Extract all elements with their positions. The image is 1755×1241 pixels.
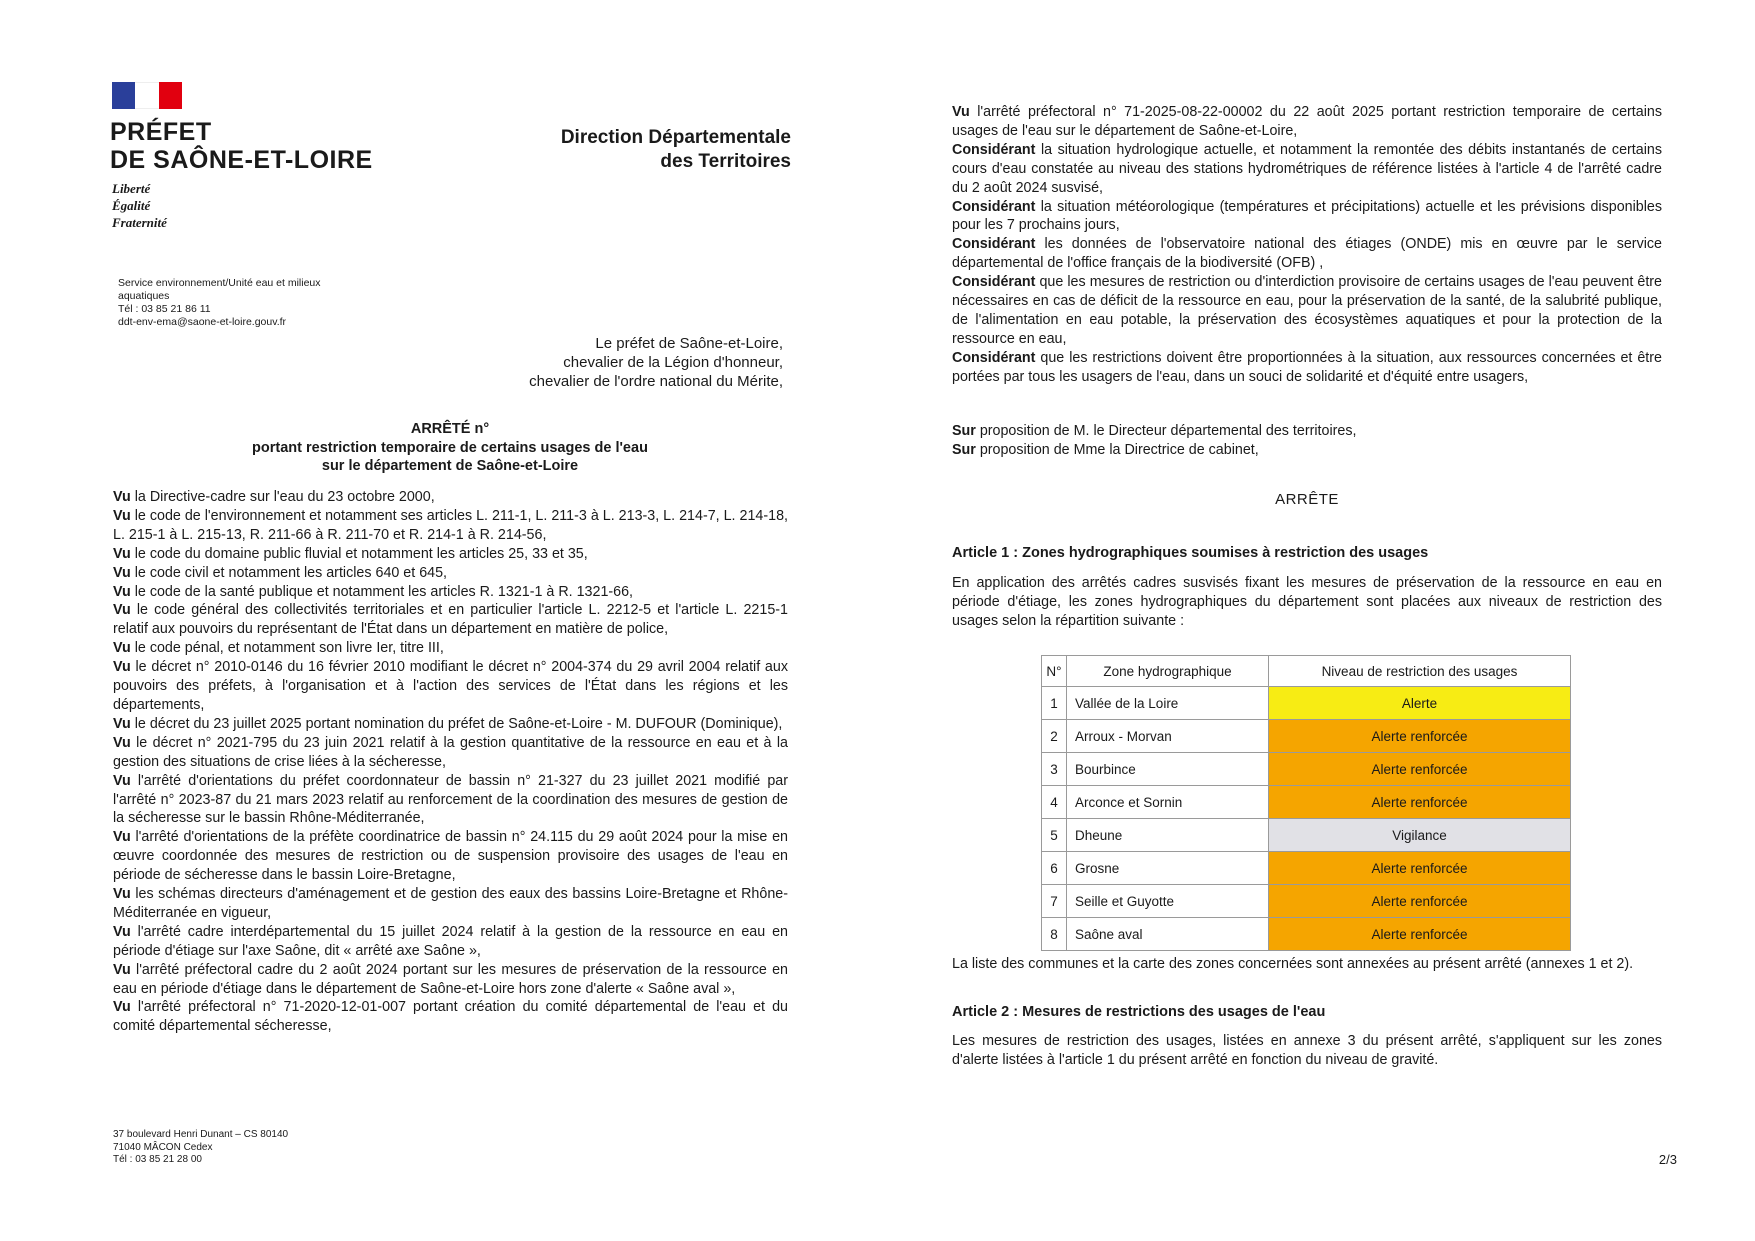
paragraph-keyword: Vu xyxy=(113,659,131,676)
annexes-note: La liste des communes et la carte des zones concernées sont annexées au présent arrêté (annexes 1 et 2). xyxy=(952,956,1634,972)
paragraph xyxy=(113,488,788,507)
paragraph xyxy=(113,923,788,961)
paragraph xyxy=(113,998,788,1036)
paragraph-text: le code général des collectivités territoriales et en particulier l'article L. 2212-5 et l'article L. 2215-1 relatif aux pouvoirs du représentant de l'État dans un département en matière de police, xyxy=(113,602,788,638)
paragraph xyxy=(952,422,1662,441)
paragraph-text: le code de la santé publique et notamment les articles R. 1321-1 à R. 1321-66, xyxy=(130,583,634,600)
paragraph xyxy=(113,545,788,564)
paragraph-keyword: Vu xyxy=(113,772,131,789)
service-email: ddt-env-ema@saone-et-loire.gouv.fr xyxy=(118,316,287,328)
paragraph xyxy=(952,141,1662,198)
table-row xyxy=(1042,852,1571,885)
cell-niveau: Alerte renforcée xyxy=(1269,720,1571,753)
paragraph-text: le décret du 23 juillet 2025 portant nomination du préfet de Saône-et-Loire - M. DUFOUR (Dominique), xyxy=(130,715,783,732)
paragraph xyxy=(113,658,788,715)
cell-number: 8 xyxy=(1042,918,1067,951)
paragraph-text: le code de l'environnement et notamment ses articles L. 211-1, L. 211-3 à L. 213-3, L. 214-7, L. 214-18, L. 215-1 à L. 215-13, R. 211-66 à R. 211-70 et R. 214-1 à R. 214-56, xyxy=(113,507,788,543)
table-row xyxy=(1042,885,1571,918)
service-contact xyxy=(118,277,378,329)
article-1-text: En application des arrêtés cadres susvisés fixant les mesures de préservation de la ressource en eau en période d'étiage, les zones hydrographiques du département sont placées aux niveaux de restriction des usages selon la répartition suivante : xyxy=(952,575,1662,629)
cell-niveau: Alerte renforcée xyxy=(1269,786,1571,819)
devise-liberte: Liberté xyxy=(112,181,151,196)
cell-zone: Bourbince xyxy=(1067,753,1269,786)
cell-zone: Seille et Guyotte xyxy=(1067,885,1269,918)
cell-niveau: Alerte renforcée xyxy=(1269,852,1571,885)
paragraph-text: le code pénal, et notamment son livre Ier, titre III, xyxy=(130,640,444,657)
cell-number: 2 xyxy=(1042,720,1067,753)
arrete-subject: sur le département de Saône-et-Loire xyxy=(321,458,579,474)
prefet-title xyxy=(110,118,373,174)
header-niveau: Niveau de restriction des usages xyxy=(1269,656,1571,687)
ddt-heading xyxy=(561,126,791,174)
paragraph-keyword: Vu xyxy=(113,545,131,562)
paragraph-text: les schémas directeurs d'aménagement et de gestion des eaux des bassins Loire-Bretagne et Rhône-Méditerranée en vigueur, xyxy=(113,886,788,921)
visas-list xyxy=(113,488,788,1036)
paragraph-keyword: Vu xyxy=(113,507,131,524)
paragraph xyxy=(113,601,788,639)
paragraph-keyword: Considérant xyxy=(952,349,1036,366)
paragraph xyxy=(952,349,1662,387)
service-line: aquatiques xyxy=(118,290,170,302)
paragraph-text: le code du domaine public fluvial et notamment les articles 25, 33 et 35, xyxy=(130,545,588,562)
paragraph xyxy=(113,828,788,885)
table-row xyxy=(1042,786,1571,819)
paragraph-text: l'arrêté cadre interdépartemental du 15 juillet 2024 relatif à la gestion de la ressource en eau en période d'étiage sur l'axe Saône, dit « arrêté axe Saône », xyxy=(113,923,788,959)
cell-number: 3 xyxy=(1042,753,1067,786)
paragraph-text: le décret n° 2021-795 du 23 juin 2021 relatif à la gestion quantitative de la ressource en eau et à la gestion des situations de crise liées à la sécheresse, xyxy=(113,734,788,770)
paragraph-keyword: Sur xyxy=(952,423,976,439)
paragraph xyxy=(113,507,788,545)
paragraph-text: que les mesures de restriction ou d'interdiction provisoire de certains usages de l'eau peuvent être nécessaires en cas de déficit de la ressource en eau, pour la préservation de la santé, de la salubrité publique, de l'alimentation en eau potable, la préservation des écosystèmes aquatiques et pour la protection de la ressource en eau, xyxy=(952,274,1662,347)
cell-number: 1 xyxy=(1042,687,1067,720)
paragraph-text: l'arrêté préfectoral cadre du 2 août 2024 portant sur les mesures de préservation de la ressource en eau en période d'étiage dans le département de Saône-et-Loire hors zone d'alerte « Saône aval », xyxy=(113,961,788,997)
cell-niveau: Alerte renforcée xyxy=(1269,885,1571,918)
ddt-line-2: des Territoires xyxy=(660,151,791,172)
footer-phone: Tél : 03 85 21 28 00 xyxy=(113,1154,202,1165)
paragraph-text: le décret n° 2010-0146 du 16 février 2010 modifiant le décret n° 2004-374 du 29 avril 2004 relatif aux pouvoirs des préfets, à l'organisation et à l'action des services de l'État dans les régions et les départements, xyxy=(113,659,788,713)
devise-egalite: Égalité xyxy=(112,198,151,213)
cell-number: 4 xyxy=(1042,786,1067,819)
paragraph-keyword: Considérant xyxy=(952,198,1036,215)
table-row xyxy=(1042,819,1571,852)
paragraph xyxy=(952,235,1662,273)
cell-number: 7 xyxy=(1042,885,1067,918)
paragraph xyxy=(952,103,1662,141)
paragraph-keyword: Considérant xyxy=(952,141,1036,158)
paragraph-text: l'arrêté préfectoral n° 71-2020-12-01-007 portant création du comité départemental de l'eau et du comité départemental sécheresse, xyxy=(113,999,788,1035)
paragraph-keyword: Vu xyxy=(113,640,131,657)
cell-number: 6 xyxy=(1042,852,1067,885)
table-row xyxy=(1042,687,1571,720)
address-footer xyxy=(113,1129,288,1167)
cell-zone: Arroux - Morvan xyxy=(1067,720,1269,753)
paragraph-text: proposition de M. le Directeur départemental des territoires, xyxy=(975,423,1357,439)
paragraph xyxy=(113,639,788,658)
service-line: Service environnement/Unité eau et milieux xyxy=(118,277,321,289)
paragraph xyxy=(113,564,788,583)
paragraph-text: l'arrêté d'orientations du préfet coordonnateur de bassin n° 21-327 du 23 juillet 2021 modifié par l'arrêté n° 2023-87 du 21 mars 2023 relatif au renforcement de la coordination des mesures de gestion de la sécheresse sur le bassin Rhône-Méditerranée, xyxy=(113,772,788,827)
ddt-line-1: Direction Départementale xyxy=(560,127,791,148)
paragraph-text: l'arrêté d'orientations de la préfète coordinatrice de bassin n° 24.115 du 29 août 2024 pour la mise en œuvre coordonnée des mesures de restriction ou de suspension provisoire des usages de l'eau en période de sécheresse dans le bassin Loire-Bretagne, xyxy=(113,829,788,884)
devise xyxy=(112,180,167,231)
paragraph xyxy=(113,583,788,602)
title-line: chevalier de la Légion d'honneur, xyxy=(563,354,783,371)
paragraph xyxy=(952,273,1662,349)
cell-zone: Saône aval xyxy=(1067,918,1269,951)
sur-proposition xyxy=(952,422,1662,460)
paragraph-text: le code civil et notamment les articles 640 et 645, xyxy=(130,564,448,581)
prefet-line-1: PRÉFET xyxy=(110,118,212,146)
arrete-number: ARRÊTÉ n° xyxy=(410,421,490,437)
prefet-line-2: DE SAÔNE-ET-LOIRE xyxy=(110,146,373,174)
table-row xyxy=(1042,918,1571,951)
marianne-flag-logo xyxy=(112,82,182,109)
title-line: chevalier de l'ordre national du Mérite, xyxy=(529,373,783,390)
table-row xyxy=(1042,753,1571,786)
right-page xyxy=(877,0,1755,1241)
arrete-word: ARRÊTE xyxy=(1275,491,1339,508)
footer-city: 71040 MÂCON Cedex xyxy=(113,1141,213,1153)
paragraph-keyword: Vu xyxy=(113,923,131,940)
prefet-titles xyxy=(529,334,783,391)
paragraph-text: proposition de Mme la Directrice de cabinet, xyxy=(975,441,1259,458)
paragraph-keyword: Vu xyxy=(113,715,131,732)
paragraph xyxy=(113,734,788,772)
paragraph-keyword: Vu xyxy=(113,489,131,505)
devise-fraternite: Fraternité xyxy=(112,215,167,230)
cell-zone: Grosne xyxy=(1067,852,1269,885)
cell-zone: Vallée de la Loire xyxy=(1067,687,1269,720)
table-header-row xyxy=(1042,656,1571,687)
article-1-title: Article 1 : Zones hydrographiques soumises à restriction des usages xyxy=(952,545,1429,561)
paragraph-text: la Directive-cadre sur l'eau du 23 octobre 2000, xyxy=(130,489,435,505)
paragraph-text: la situation hydrologique actuelle, et notamment la remontée des débits instantanés de certains cours d'eau constatée au niveau des stations hydrométriques de référence listées à l'article 4 de l'arrêté cadre du 2 août 2024 susvisé, xyxy=(952,141,1662,196)
paragraph-keyword: Considérant xyxy=(952,236,1036,253)
paragraph-text: que les restrictions doivent être proportionnées à la situation, aux ressources concernées et être portées par tous les usagers de l'eau, dans un souci de solidarité et d'équité entre usagers, xyxy=(952,349,1662,385)
paragraph-keyword: Vu xyxy=(113,564,131,581)
cell-zone: Dheune xyxy=(1067,819,1269,852)
cell-zone: Arconce et Sornin xyxy=(1067,786,1269,819)
left-page xyxy=(0,0,877,1241)
article-2-title: Article 2 : Mesures de restrictions des usages de l'eau xyxy=(952,1004,1326,1020)
paragraph xyxy=(113,772,788,829)
paragraph-text: les données de l'observatoire national des étiages (ONDE) mis en œuvre par le service départemental de l'office français de la biodiversité (OFB) , xyxy=(952,236,1662,272)
header-zone: Zone hydrographique xyxy=(1067,656,1269,687)
paragraph-keyword: Vu xyxy=(113,961,131,978)
header-number: N° xyxy=(1042,656,1067,687)
paragraph-keyword: Sur xyxy=(952,441,976,458)
paragraph-keyword: Vu xyxy=(113,999,131,1016)
footer-address: 37 boulevard Henri Dunant – CS 80140 xyxy=(113,1129,289,1140)
table-row xyxy=(1042,720,1571,753)
zones-table xyxy=(1041,655,1571,951)
arrete-heading xyxy=(110,420,790,476)
service-phone: Tél : 03 85 21 86 11 xyxy=(118,303,211,315)
paragraph-keyword: Vu xyxy=(113,583,131,600)
paragraph xyxy=(113,885,788,923)
title-line: Le préfet de Saône-et-Loire, xyxy=(595,335,783,352)
paragraph xyxy=(113,715,788,734)
visas-considerants xyxy=(952,103,1662,387)
paragraph-keyword: Vu xyxy=(113,602,131,619)
cell-niveau: Alerte renforcée xyxy=(1269,918,1571,951)
paragraph-keyword: Vu xyxy=(113,886,131,903)
page-number: 2/3 xyxy=(1658,1152,1677,1167)
paragraph-keyword: Considérant xyxy=(952,274,1036,291)
cell-number: 5 xyxy=(1042,819,1067,852)
paragraph-keyword: Vu xyxy=(113,829,131,846)
arrete-subject: portant restriction temporaire de certains usages de l'eau xyxy=(252,439,648,456)
paragraph-text: l'arrêté préfectoral n° 71-2025-08-22-00002 du 22 août 2025 portant restriction temporaire de certains usages de l'eau sur le département de Saône-et-Loire, xyxy=(952,104,1662,139)
paragraph xyxy=(952,198,1662,236)
article-2-text: Les mesures de restriction des usages, listées en annexe 3 du présent arrêté, s'appliquent sur les zones d'alerte listées à l'article 1 du présent arrêté en fonction du niveau de gravité. xyxy=(952,1033,1662,1068)
paragraph xyxy=(113,961,788,999)
cell-niveau: Alerte renforcée xyxy=(1269,753,1571,786)
cell-niveau: Vigilance xyxy=(1269,819,1571,852)
paragraph-keyword: Vu xyxy=(113,734,131,751)
paragraph xyxy=(952,441,1662,460)
paragraph-text: la situation météorologique (températures et précipitations) actuelle et les prévisions disponibles pour les 7 prochains jours, xyxy=(952,198,1662,234)
cell-niveau: Alerte xyxy=(1269,687,1571,720)
paragraph-keyword: Vu xyxy=(952,104,970,120)
